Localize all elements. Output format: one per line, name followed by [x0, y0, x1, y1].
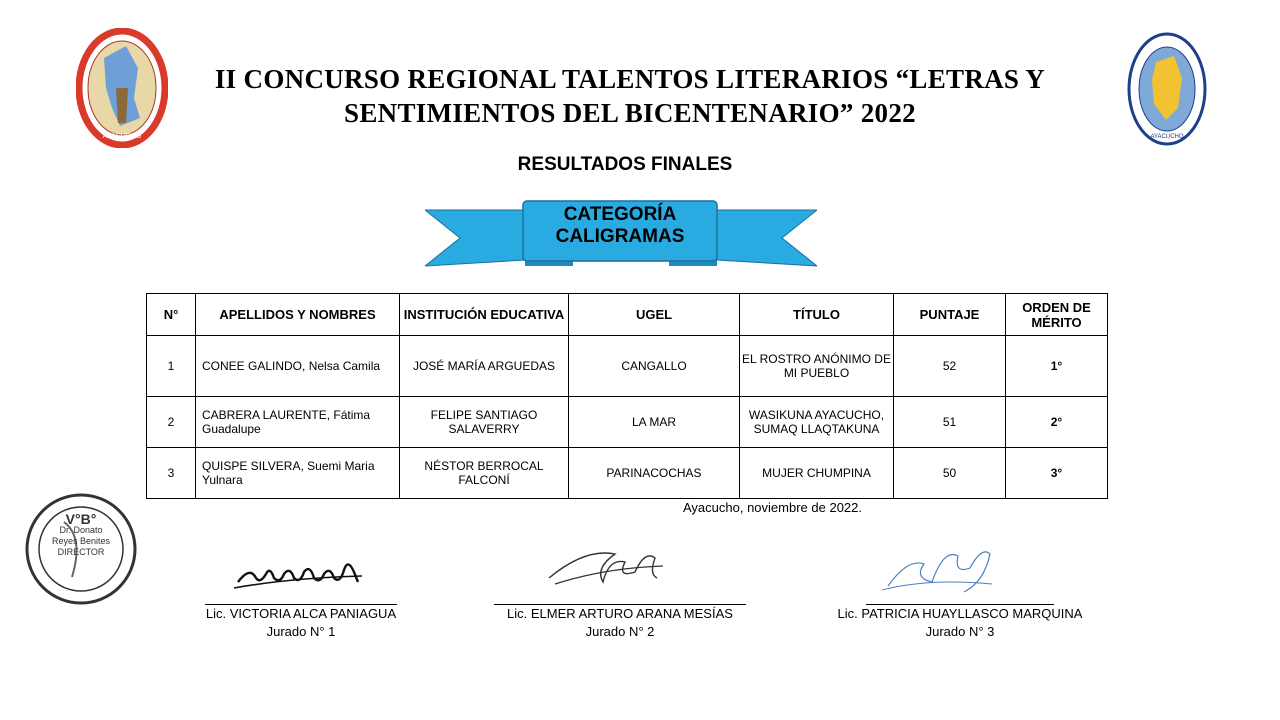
title-line-1: II CONCURSO REGIONAL TALENTOS LITERARIOS “LETRAS Y — [214, 64, 1046, 94]
cell-ugel: LA MAR — [569, 397, 740, 448]
signature-block-2 — [494, 604, 746, 641]
stamp-name: Dr. Donato Reyes Benites — [51, 525, 111, 546]
cell-titulo: EL ROSTRO ANÓNIMO DE MI PUEBLO — [740, 336, 894, 397]
cell-orden: 2° — [1006, 397, 1108, 448]
cell-puntaje: 52 — [894, 336, 1006, 397]
cell-nombres: QUISPE SILVERA, Suemi Maria Yulnara — [196, 448, 400, 499]
jurado-1-role: Jurado N° 1 — [266, 624, 336, 639]
cell-num: 2 — [147, 397, 196, 448]
header-ugel: UGEL — [569, 294, 740, 336]
table-row — [147, 336, 1108, 397]
header-institucion: INSTITUCIÓN EDUCATIVA — [400, 294, 569, 336]
results-table — [146, 293, 1108, 499]
header-nombres: APELLIDOS Y NOMBRES — [196, 294, 400, 336]
title-line-2: SENTIMIENTOS DEL BICENTENARIO” 2022 — [344, 98, 916, 128]
cell-titulo: MUJER CHUMPINA — [740, 448, 894, 499]
jurado-2-role: Jurado N° 2 — [585, 624, 655, 639]
signature-1-handwriting — [230, 548, 370, 592]
cell-nombres: CABRERA LAURENTE, Fátima Guadalupe — [196, 397, 400, 448]
category-label — [522, 204, 718, 248]
signature-2-handwriting — [545, 538, 665, 596]
page-subtitle: RESULTADOS FINALES — [517, 154, 733, 175]
svg-text:AYACUCHO: AYACUCHO — [1150, 134, 1184, 140]
signature-block-1 — [205, 604, 397, 641]
table-row — [147, 448, 1108, 499]
header-titulo: TÍTULO — [740, 294, 894, 336]
signature-block-3 — [836, 604, 1084, 641]
cell-orden: 3° — [1006, 448, 1108, 499]
header-orden: ORDEN DE MÉRITO — [1006, 294, 1108, 336]
cell-puntaje: 51 — [894, 397, 1006, 448]
stamp-vb: V°B° — [65, 511, 97, 527]
header-puntaje: PUNTAJE — [894, 294, 1006, 336]
cell-institucion: NÉSTOR BERROCAL FALCONÍ — [400, 448, 569, 499]
cell-ugel: CANGALLO — [569, 336, 740, 397]
gobierno-regional-logo — [76, 28, 168, 148]
category-line-1: CATEGORÍA — [563, 204, 677, 225]
stamp-text — [46, 511, 116, 558]
cell-titulo: WASIKUNA AYACUCHO, SUMAQ LLAQTAKUNA — [740, 397, 894, 448]
signature-3-handwriting — [878, 538, 996, 600]
date-line: Ayacucho, noviembre de 2022. — [683, 500, 862, 515]
dre-ayacucho-logo — [1126, 30, 1208, 148]
header-num: N° — [147, 294, 196, 336]
cell-orden: 1° — [1006, 336, 1108, 397]
jurado-3-role: Jurado N° 3 — [925, 624, 995, 639]
jurado-2-name: Lic. ELMER ARTURO ARANA MESÍAS — [507, 606, 733, 621]
jurado-3-name: Lic. PATRICIA HUAYLLASCO MARQUINA — [837, 606, 1083, 621]
jurado-1-name: Lic. VICTORIA ALCA PANIAGUA — [205, 606, 397, 621]
cell-num: 1 — [147, 336, 196, 397]
page-title — [180, 62, 1080, 130]
cell-puntaje: 50 — [894, 448, 1006, 499]
svg-text:AYACUCHO: AYACUCHO — [102, 133, 142, 140]
table-row — [147, 397, 1108, 448]
category-line-2: CALIGRAMAS — [555, 226, 685, 247]
cell-ugel: PARINACOCHAS — [569, 448, 740, 499]
table-header-row — [147, 294, 1108, 336]
cell-nombres: CONEE GALINDO, Nelsa Camila — [196, 336, 400, 397]
cell-num: 3 — [147, 448, 196, 499]
cell-institucion: JOSÉ MARÍA ARGUEDAS — [400, 336, 569, 397]
stamp-role: DIRECTOR — [57, 547, 105, 557]
cell-institucion: FELIPE SANTIAGO SALAVERRY — [400, 397, 569, 448]
